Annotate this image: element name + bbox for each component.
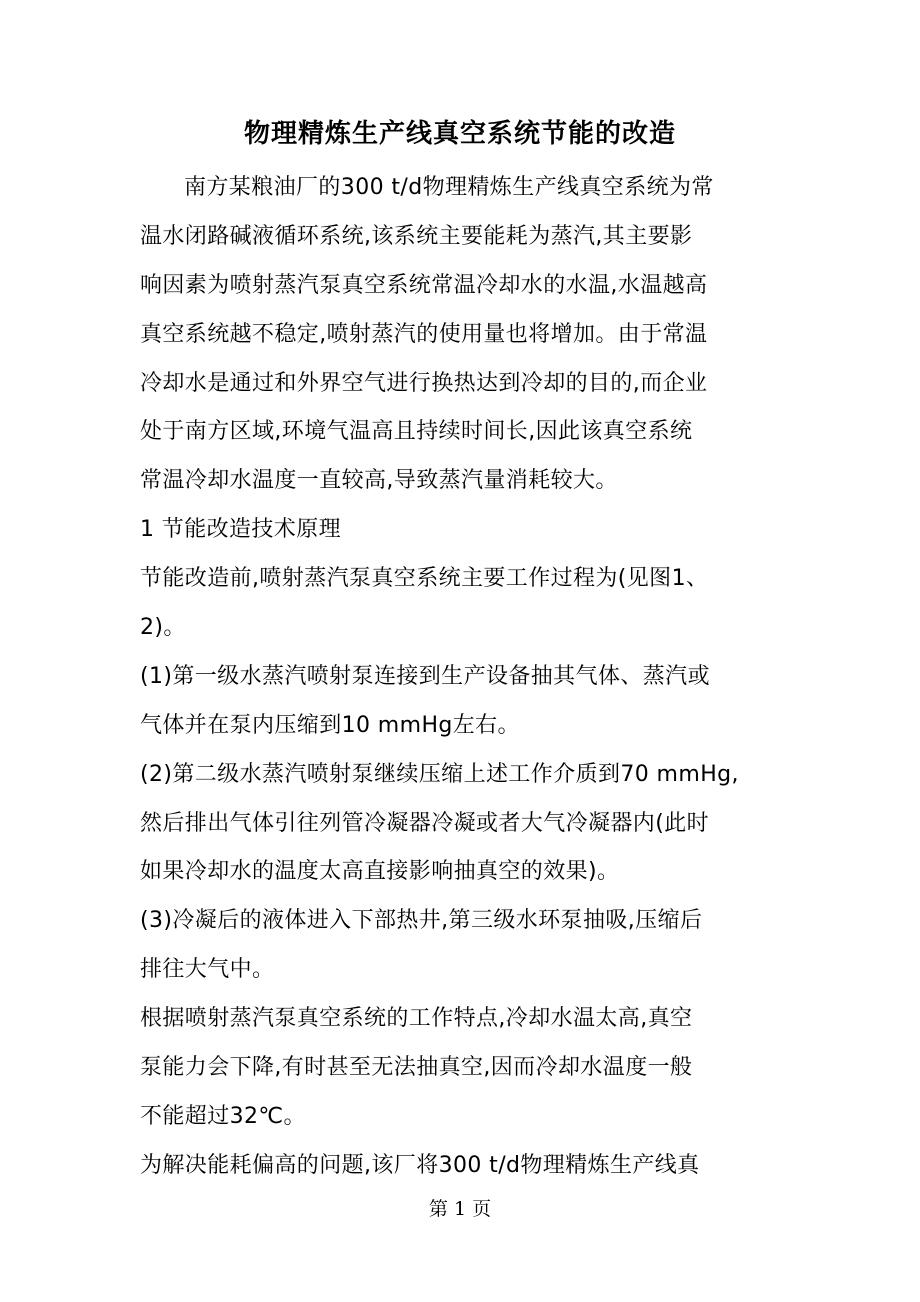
body-line: 南方某粮油厂的300 t/d物理精炼生产线真空系统为常	[184, 175, 714, 200]
body-line: 响因素为喷射蒸汽泵真空系统常温冷却水的水温,水温越高	[140, 272, 708, 298]
body-line: 节能改造前,喷射蒸汽泵真空系统主要工作过程为(见图1、	[140, 566, 709, 592]
document-body	[140, 164, 780, 1191]
body-line: (3)冷凝后的液体进入下部热井,第三级水环泵抽吸,压缩后	[140, 908, 703, 934]
body-line: 为解决能耗偏高的问题,该厂将300 t/d物理精炼生产线真	[140, 1152, 700, 1178]
body-line: 如果冷却水的温度太高直接影响抽真空的效果)。	[140, 859, 620, 885]
body-line: 气体并在泵内压缩到10 mmHg左右。	[140, 712, 520, 738]
body-line: 排往大气中。	[140, 957, 275, 983]
body-line: 根据喷射蒸汽泵真空系统的工作特点,冷却水温太高,真空	[140, 1006, 693, 1032]
body-line: 然后排出气体引往列管冷凝器冷凝或者大气冷凝器内(此时	[140, 810, 709, 836]
body-line: 真空系统越不稳定,喷射蒸汽的使用量也将增加。由于常温	[140, 321, 708, 347]
body-line: 2)。	[140, 615, 186, 641]
body-line: (2)第二级水蒸汽喷射泵继续压缩上述工作介质到70 mmHg,	[140, 761, 739, 787]
body-line: (1)第一级水蒸汽喷射泵连接到生产设备抽其气体、蒸汽或	[140, 663, 710, 689]
body-line: 常温冷却水温度一直较高,导致蒸汽量消耗较大。	[140, 468, 618, 494]
document-title: 物理精炼生产线真空系统节能的改造	[243, 119, 676, 149]
section-heading: 1 节能改造技术原理	[140, 517, 341, 543]
body-line: 不能超过32℃。	[140, 1103, 306, 1129]
body-line: 泵能力会下降,有时甚至无法抽真空,因而冷却水温度一般	[140, 1055, 693, 1081]
body-line: 冷却水是通过和外界空气进行换热达到冷却的目的,而企业	[140, 370, 708, 396]
page-number: 第 1 页	[428, 1198, 492, 1220]
body-line: 温水闭路碱液循环系统,该系统主要能耗为蒸汽,其主要影	[140, 223, 693, 249]
body-line: 处于南方区域,环境气温高且持续时间长,因此该真空系统	[140, 419, 693, 445]
